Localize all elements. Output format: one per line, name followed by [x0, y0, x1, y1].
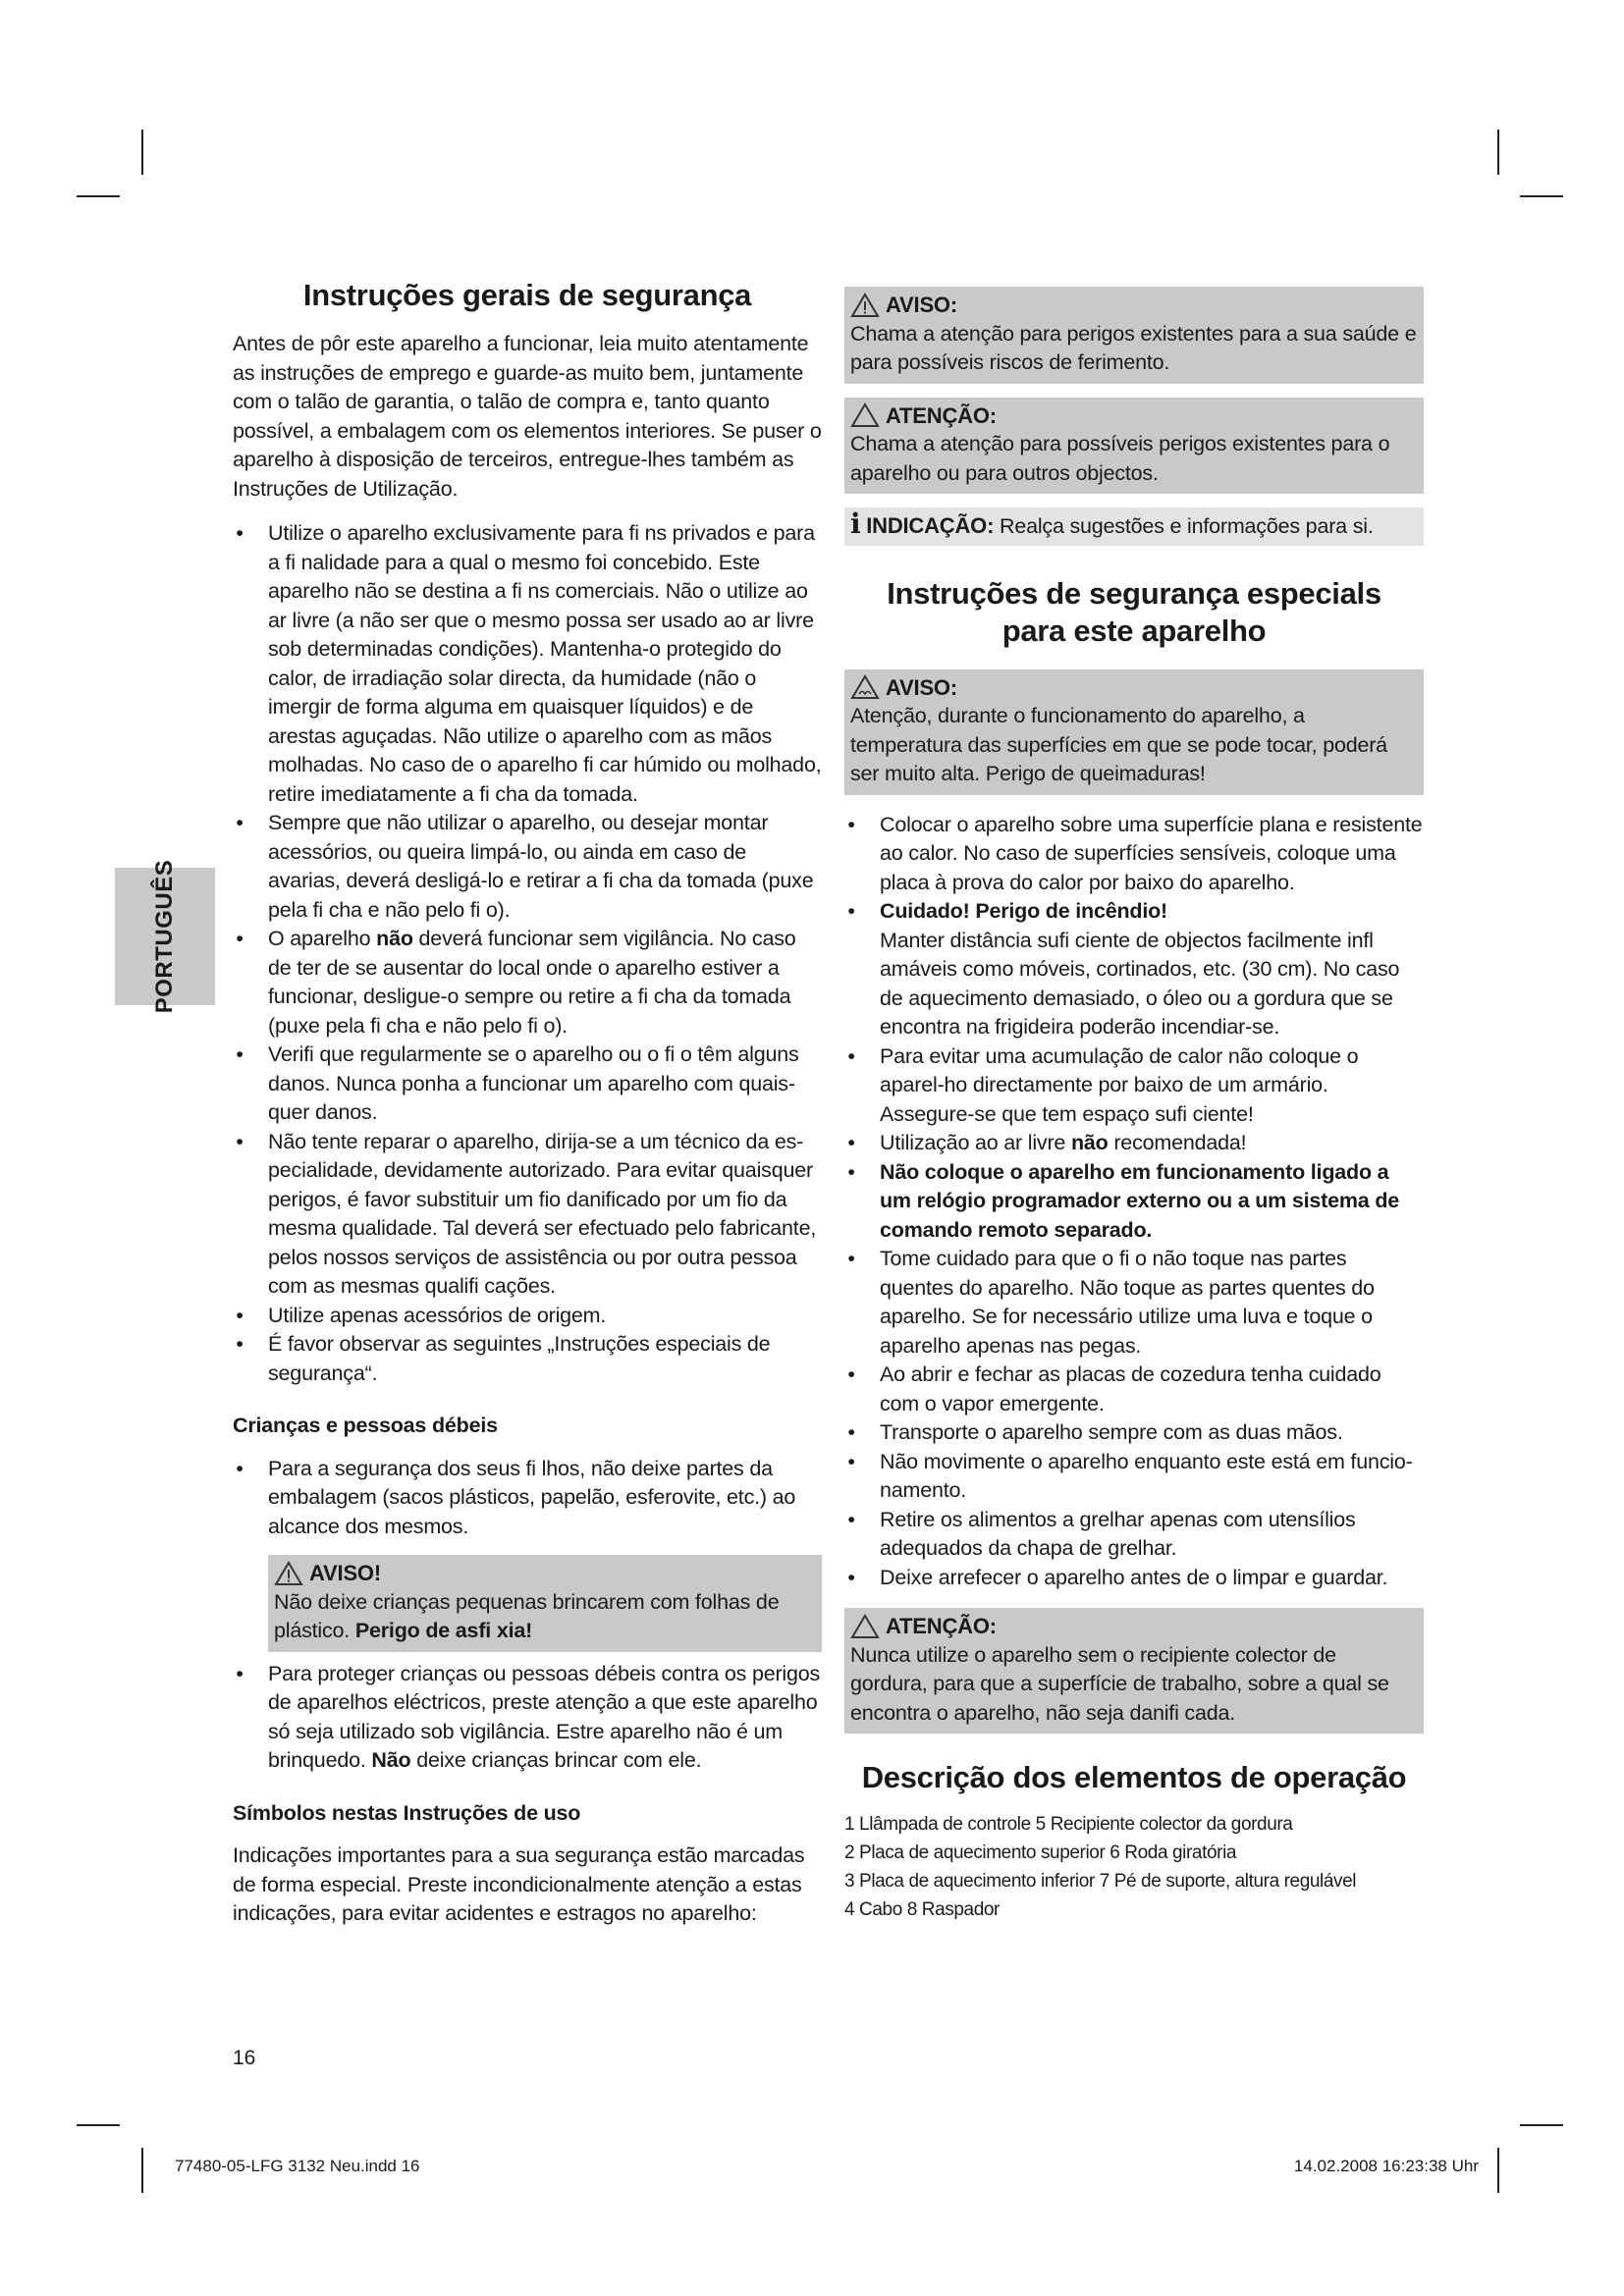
list-item: • Deixe arrefecer o aparelho antes de o limpar e guardar. — [844, 1564, 1424, 1593]
general-safety-list — [233, 519, 822, 1388]
footer-timestamp: 14.02.2008 16:23:38 Uhr — [1293, 2157, 1479, 2175]
atencao-legend-box — [844, 398, 1424, 495]
indicacao-legend-box — [844, 507, 1424, 546]
symbols-heading: Símbolos nestas Instruções de uso — [233, 1800, 581, 1825]
list-item: • Tome cuidado para que o fi o não toque nas partes quentes do aparelho. Não toque as partes quentes do aparelho. Se for necessário utilize uma luva e toque o aparelho apenas nas pegas. — [844, 1245, 1424, 1361]
atencao-text: Nunca utilize o aparelho sem o recipiente colector de gordura, para que a superfície de trabalho, sobre a qual se encontra o aparelho, não seja danifi cada. — [850, 1642, 1389, 1725]
crop-mark — [77, 195, 120, 197]
children-list-2 — [233, 1660, 822, 1776]
aviso-label-row — [850, 291, 1418, 320]
aviso-box-children — [268, 1555, 822, 1652]
symbols-paragraph: Indicações importantes para a sua segurança estão marcadas de forma especial. Preste incondicionalmente atenção a estas indicações, para evitar acidentes e estragos no aparelho: — [233, 1843, 805, 1925]
list-item-text: deixe crianças brincar com ele. — [410, 1748, 702, 1772]
list-item: • Para a segurança dos seus fi lhos, não deixe partes da embalagem (sacos plásticos, papelão, esferovite, etc.) ao alcance dos mesmos. — [233, 1455, 822, 1542]
operation-elements-list — [844, 1810, 1424, 1924]
special-safety-title — [844, 575, 1424, 650]
list-item-text: Manter distância sufi ciente de objectos facilmente infl amáveis como móveis, cortinados, etc. (30 cm). No caso de aquecimento demasiado, o óleo ou a gordura que se encontra na frigideira poderão incendiar-se. — [880, 928, 1400, 1039]
list-item: • Ao abrir e fechar as placas de cozedura tenha cuidado com o vapor emergente. — [844, 1361, 1424, 1418]
list-item-text: Para proteger crianças ou pessoas débeis contra os perigos de aparelhos eléctricos, preste atenção a que este aparelho só seja utilizado sob vigilância. Estre aparelho não é um brinquedo. — [268, 1661, 821, 1772]
atencao-text: Chama a atenção para possíveis perigos existentes para o aparelho ou para outros objectos. — [850, 432, 1390, 485]
aviso-body: Não deixe crianças pequenas brincarem com folhas de plástico. — [274, 1589, 780, 1642]
hot-surface-warning-icon — [850, 674, 880, 700]
emphasis-text: não — [376, 927, 413, 950]
list-item: • Colocar o aparelho sobre uma superfície plana e resistente ao calor. No caso de superfícies sensíveis, coloque uma placa à prova do calor por baixo do aparelho. — [844, 811, 1424, 898]
list-item: • Para evitar uma acumulação de calor não coloque o aparel-ho directamente por baixo de um armário. Assegure-se que tem espaço sufi ciente! — [844, 1042, 1424, 1130]
list-item-text: Utilização ao ar livre — [880, 1131, 1071, 1154]
crop-mark — [1520, 2124, 1563, 2126]
warning-triangle-icon — [850, 293, 880, 318]
crop-mark — [1497, 130, 1499, 175]
language-label: PORTUGUÊS — [151, 859, 178, 1014]
crop-mark — [77, 2124, 120, 2126]
list-item — [844, 1158, 1424, 1246]
list-item: • Transporte o aparelho sempre com as duas mãos. — [844, 1418, 1424, 1448]
list-item-text: recomendada! — [1108, 1131, 1247, 1154]
list-item: 4 Cabo 8 Raspador — [844, 1899, 1000, 1920]
right-column — [844, 287, 1424, 1924]
list-item-text: O aparelho — [268, 927, 377, 950]
page-number: 16 — [233, 2047, 256, 2069]
indicacao-label: INDICAÇÃO: — [866, 513, 995, 538]
atencao-label-row — [850, 401, 1418, 431]
atencao-label: ATENÇÃO: — [886, 1614, 997, 1638]
aviso-label: AVISO! — [309, 1561, 381, 1585]
list-item: 2 Placa de aquecimento superior 6 Roda giratória — [844, 1842, 1237, 1863]
special-safety-title-line2: para este aparelho — [1001, 613, 1267, 648]
list-item: • Sempre que não utilizar o aparelho, ou desejar montar acessórios, ou queira limpá-lo, ou ainda em caso de avarias, deverá desligá-lo e retirar a fi cha da tomada (puxe pela fi cha e não pelo fi o). — [233, 809, 822, 925]
aviso-label-row — [850, 673, 1418, 703]
aviso-emphasis: Perigo de asfi xia! — [354, 1619, 533, 1642]
aviso-text — [274, 1588, 816, 1646]
warning-triangle-icon — [274, 1561, 303, 1586]
caution-triangle-icon — [850, 402, 880, 428]
crop-mark — [1497, 2148, 1499, 2193]
children-list — [233, 1455, 822, 1542]
list-item: • Utilize apenas acessórios de origem. — [233, 1302, 822, 1331]
crop-mark — [1520, 195, 1563, 197]
crop-mark — [141, 2148, 143, 2193]
list-item — [233, 1660, 822, 1776]
indicacao-text: Realça sugestões e informações para si. — [994, 514, 1374, 538]
aviso-label: AVISO: — [886, 293, 957, 317]
atencao-label-row — [850, 1612, 1418, 1641]
info-icon: i — [850, 507, 861, 540]
emphasis-text: Não — [371, 1748, 411, 1772]
caution-triangle-icon — [850, 1614, 880, 1639]
list-item: • Retire os alimentos a grelhar apenas com utensílios adequados da chapa de grelhar. — [844, 1506, 1424, 1564]
list-item — [844, 897, 1424, 1042]
aviso-label-row — [274, 1559, 816, 1588]
list-item: • É favor observar as seguintes „Instruções especiais de segurança“. — [233, 1330, 822, 1388]
aviso-text: Chama a atenção para perigos existentes para a sua saúde e para possíveis riscos de ferimento. — [850, 321, 1417, 374]
operation-elements-title: Descrição dos elementos de operação — [861, 1760, 1407, 1794]
language-side-tab — [115, 859, 215, 1014]
list-item — [233, 925, 822, 1041]
list-item-text: deverá funcionar sem vigilância. No caso de ter de se ausentar do local onde o aparelho estiver a funcionar, desligue-o sempre ou retire a fi cha da tomada (puxe pela fi cha e não pelo fi o). — [268, 927, 796, 1038]
footer-file-info: 77480-05-LFG 3132 Neu.indd 16 — [175, 2157, 420, 2175]
list-item: • Não movimente o aparelho enquanto este está em funcio-namento. — [844, 1448, 1424, 1506]
list-item — [844, 1129, 1424, 1158]
special-safety-list — [844, 811, 1424, 1593]
aviso-label: AVISO: — [886, 674, 957, 700]
aviso-legend-box — [844, 287, 1424, 384]
children-heading: Crianças e pessoas débeis — [233, 1414, 498, 1437]
list-item: 3 Placa de aquecimento inferior 7 Pé de suporte, altura regulável — [844, 1871, 1357, 1892]
left-column — [233, 277, 822, 1929]
general-safety-title: Instruções gerais de segurança — [302, 278, 752, 312]
aviso-burn-box — [844, 669, 1424, 795]
special-safety-title-line1: Instruções de segurança especials — [887, 575, 1381, 611]
list-item: • Utilize o aparelho exclusivamente para fi ns privados e para a fi nalidade para a qual o mesmo foi concebido. Este aparelho não se destina a fi ns comerciais. Não o utilize ao ar livre (a não ser que o mesmo possa ser usado ao ar livre sob determinadas condições). Mantenha-o protegido do calor, de irradiação solar directa, da humidade (não o imergir de forma alguma em quaisquer líquidos) e de arestas aguçadas. Não utilize o aparelho com as mãos molhadas. No caso de o aparelho fi car húmido ou molhado, retire imediatamente a fi cha da tomada. — [233, 519, 822, 809]
aviso-text: Atenção, durante o funcionamento do aparelho, a temperatura das superfícies em que se pode tocar, poderá ser muito alta. Perigo de queimaduras! — [850, 704, 1387, 785]
intro-paragraph: Antes de pôr este aparelho a funcionar, leia muito atentamente as instruções de emprego e guarde-as muito bem, juntamente com o talão de garantia, o talão de compra e, tanto quanto possível, a embalagem com os elementos interiores. Se puser o aparelho à disposição de terceiros, entregue-lhes também as Instruções de Utilização. — [233, 332, 822, 501]
atencao-grease-box — [844, 1608, 1424, 1734]
emphasis-text: não — [1070, 1131, 1109, 1154]
emphasis-text: Não coloque o aparelho em funcionamento ligado a um relógio programador externo ou a um sistema de comando remoto separado. — [880, 1159, 1400, 1242]
fire-warning-heading: • Cuidado! Perigo de incêndio! — [880, 899, 1168, 923]
crop-mark — [141, 130, 143, 175]
atencao-label: ATENÇÃO: — [886, 402, 997, 428]
list-item: • Verifi que regularmente se o aparelho ou o fi o têm alguns danos. Nunca ponha a funcionar um aparelho com quais-quer danos. — [233, 1041, 822, 1128]
list-item: 1 Llâmpada de controle 5 Recipiente colector da gordura — [844, 1814, 1293, 1835]
list-item: • Não tente reparar o aparelho, dirija-se a um técnico da es-pecialidade, devidamente autorizado. Para evitar quaisquer perigos, é favor substituir um fio danificado por um fio da mesma qualidade. Tal deverá ser efectuado pelo fabricante, pelos nossos serviços de assistência ou por outra pessoa com as mesmas qualifi cações. — [233, 1128, 822, 1302]
